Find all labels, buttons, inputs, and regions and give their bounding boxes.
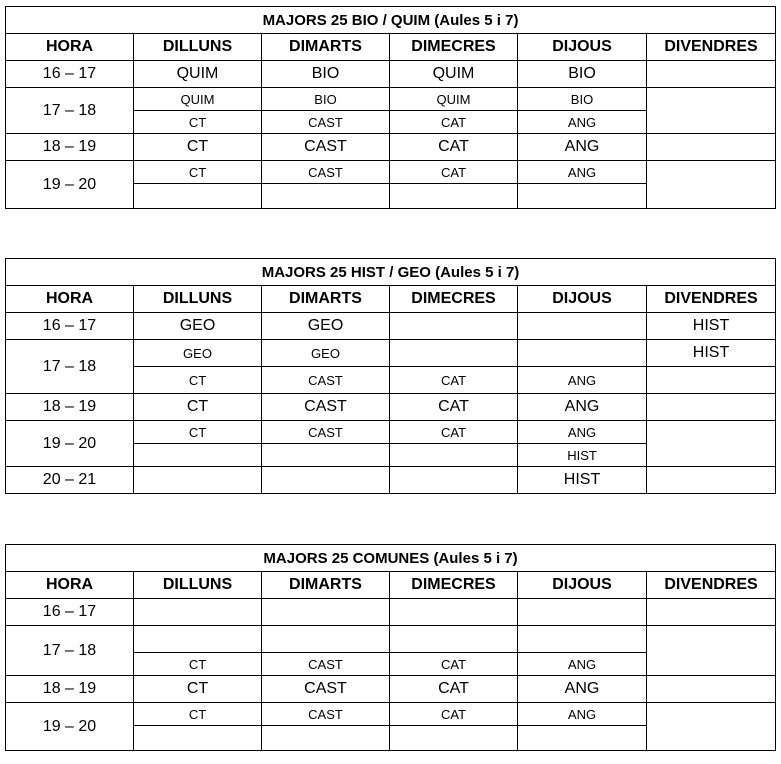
hour-cell: 16 – 17	[6, 61, 134, 88]
class-cell: CAT	[390, 161, 518, 184]
class-cell: ANG	[518, 394, 647, 421]
table-title: MAJORS 25 HIST / GEO (Aules 5 i 7)	[6, 259, 776, 286]
class-cell: ANG	[518, 653, 647, 676]
class-cell	[647, 421, 776, 467]
class-cell: QUIM	[390, 61, 518, 88]
class-cell: CT	[134, 703, 262, 726]
header-hora: HORA	[6, 572, 134, 599]
hour-cell: 19 – 20	[6, 161, 134, 209]
class-cell: QUIM	[134, 88, 262, 111]
class-cell: ANG	[518, 703, 647, 726]
class-cell: CAST	[262, 653, 390, 676]
hour-cell: 18 – 19	[6, 676, 134, 703]
class-cell	[647, 88, 776, 134]
class-cell: CAST	[262, 394, 390, 421]
class-cell: HIST	[518, 467, 647, 494]
hour-cell: 16 – 17	[6, 599, 134, 626]
class-cell: CAST	[262, 134, 390, 161]
class-cell	[390, 184, 518, 209]
class-cell: CAT	[390, 421, 518, 444]
table-title: MAJORS 25 COMUNES (Aules 5 i 7)	[6, 545, 776, 572]
class-cell: CAT	[390, 653, 518, 676]
class-cell: CAT	[390, 394, 518, 421]
class-cell	[262, 726, 390, 751]
class-cell: CAT	[390, 703, 518, 726]
schedule-table-hist-geo	[5, 258, 776, 494]
class-cell	[262, 444, 390, 467]
class-cell	[134, 626, 262, 653]
class-cell	[647, 161, 776, 209]
class-cell: CT	[134, 421, 262, 444]
header-day: DIVENDRES	[647, 34, 776, 61]
header-day: DIMARTS	[262, 572, 390, 599]
class-cell	[134, 444, 262, 467]
class-cell	[647, 676, 776, 703]
header-day: DILLUNS	[134, 286, 262, 313]
class-cell: GEO	[134, 340, 262, 367]
class-cell	[647, 61, 776, 88]
hour-cell: 18 – 19	[6, 394, 134, 421]
class-cell	[134, 599, 262, 626]
class-cell: CT	[134, 653, 262, 676]
class-cell: BIO	[262, 61, 390, 88]
class-cell: HIST	[647, 340, 776, 367]
hour-cell: 19 – 20	[6, 421, 134, 467]
class-cell: HIST	[647, 313, 776, 340]
class-cell: CAST	[262, 367, 390, 394]
hour-cell: 20 – 21	[6, 467, 134, 494]
table-title: MAJORS 25 BIO / QUIM (Aules 5 i 7)	[6, 7, 776, 34]
class-cell: BIO	[518, 61, 647, 88]
class-cell	[390, 599, 518, 626]
class-cell	[647, 703, 776, 751]
class-cell	[518, 726, 647, 751]
class-cell	[518, 184, 647, 209]
class-cell: QUIM	[134, 61, 262, 88]
class-cell: ANG	[518, 421, 647, 444]
class-cell	[262, 467, 390, 494]
class-cell: GEO	[262, 313, 390, 340]
class-cell	[134, 726, 262, 751]
class-cell	[647, 599, 776, 626]
class-cell	[518, 599, 647, 626]
class-cell: CAT	[390, 111, 518, 134]
class-cell	[647, 394, 776, 421]
class-cell: CT	[134, 367, 262, 394]
class-cell: ANG	[518, 367, 647, 394]
class-cell: CAST	[262, 703, 390, 726]
class-cell	[262, 184, 390, 209]
header-day: DIMARTS	[262, 286, 390, 313]
class-cell: ANG	[518, 134, 647, 161]
class-cell	[390, 444, 518, 467]
class-cell: CT	[134, 676, 262, 703]
header-day: DIMECRES	[390, 572, 518, 599]
class-cell	[262, 626, 390, 653]
header-day: DIMECRES	[390, 286, 518, 313]
class-cell: GEO	[262, 340, 390, 367]
class-cell	[518, 626, 647, 653]
class-cell: BIO	[262, 88, 390, 111]
header-hora: HORA	[6, 286, 134, 313]
hour-cell: 17 – 18	[6, 88, 134, 134]
class-cell: CT	[134, 161, 262, 184]
class-cell	[647, 367, 776, 394]
class-cell: CAST	[262, 111, 390, 134]
class-cell: CT	[134, 394, 262, 421]
class-cell: CT	[134, 134, 262, 161]
class-cell: CAST	[262, 676, 390, 703]
hour-cell: 16 – 17	[6, 313, 134, 340]
class-cell	[390, 313, 518, 340]
schedule-table-comunes	[5, 544, 776, 751]
class-cell	[518, 313, 647, 340]
class-cell: CAT	[390, 134, 518, 161]
header-day: DIVENDRES	[647, 286, 776, 313]
schedule-table-bio-quim	[5, 6, 776, 209]
class-cell: BIO	[518, 88, 647, 111]
class-cell	[647, 626, 776, 676]
class-cell: HIST	[518, 444, 647, 467]
class-cell	[390, 467, 518, 494]
header-day: DIVENDRES	[647, 572, 776, 599]
class-cell: CAST	[262, 421, 390, 444]
header-day: DIJOUS	[518, 572, 647, 599]
class-cell	[134, 467, 262, 494]
class-cell	[647, 134, 776, 161]
class-cell	[262, 599, 390, 626]
hour-cell: 17 – 18	[6, 340, 134, 394]
header-day: DIMARTS	[262, 34, 390, 61]
header-day: DILLUNS	[134, 572, 262, 599]
header-day: DILLUNS	[134, 34, 262, 61]
header-hora: HORA	[6, 34, 134, 61]
class-cell	[647, 467, 776, 494]
class-cell: QUIM	[390, 88, 518, 111]
class-cell	[390, 340, 518, 367]
class-cell	[390, 726, 518, 751]
header-day: DIMECRES	[390, 34, 518, 61]
class-cell: ANG	[518, 161, 647, 184]
class-cell	[390, 626, 518, 653]
class-cell: CAT	[390, 676, 518, 703]
class-cell: CT	[134, 111, 262, 134]
header-day: DIJOUS	[518, 34, 647, 61]
class-cell: ANG	[518, 111, 647, 134]
class-cell: CAST	[262, 161, 390, 184]
hour-cell: 19 – 20	[6, 703, 134, 751]
class-cell	[518, 340, 647, 367]
hour-cell: 18 – 19	[6, 134, 134, 161]
class-cell: CAT	[390, 367, 518, 394]
class-cell: GEO	[134, 313, 262, 340]
header-day: DIJOUS	[518, 286, 647, 313]
class-cell	[134, 184, 262, 209]
class-cell: ANG	[518, 676, 647, 703]
hour-cell: 17 – 18	[6, 626, 134, 676]
